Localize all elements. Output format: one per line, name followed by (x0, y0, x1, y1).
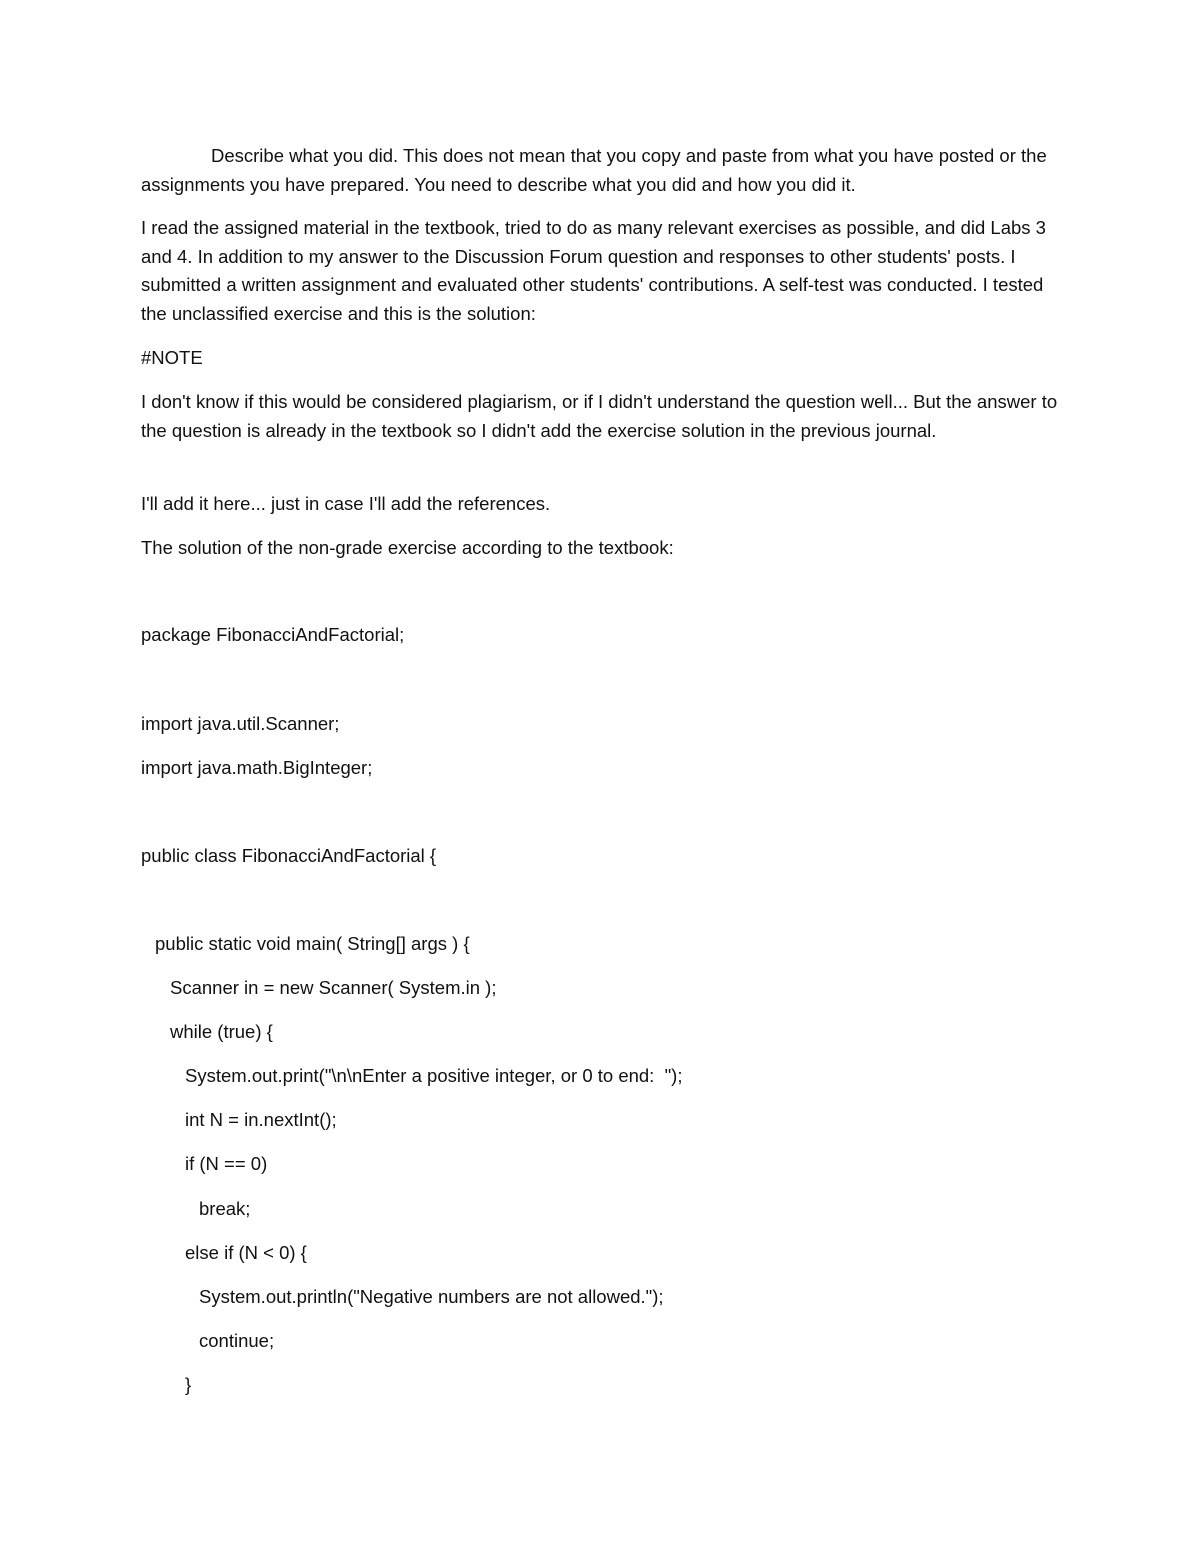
code-line-import-biginteger: import java.math.BigInteger; (141, 757, 373, 778)
code-line-while: while (true) { (170, 1021, 273, 1042)
code-line-int: int N = in.nextInt(); (185, 1109, 337, 1130)
code-line-print: System.out.print("\n\nEnter a positive integer, or 0 to end: "); (185, 1065, 683, 1086)
code-line-main: public static void main( String[] args ) { (155, 933, 470, 954)
code-line-package: package FibonacciAndFactorial; (141, 624, 405, 645)
code-line-scanner: Scanner in = new Scanner( System.in ); (170, 977, 497, 998)
plagiarism-paragraph: I don't know if this would be considered plagiarism, or if I didn't understand the question well... But the answer to the question is already in the textbook so I didn't add the exercise solution in the previous journal. (141, 391, 1058, 441)
references-paragraph: I'll add it here... just in case I'll add the references. (141, 493, 551, 514)
code-line-elseif: else if (N < 0) { (185, 1242, 307, 1263)
code-line-close-brace: } (185, 1374, 192, 1395)
code-line-if: if (N == 0) (185, 1153, 268, 1174)
solution-intro-paragraph: The solution of the non-grade exercise according to the textbook: (141, 537, 674, 558)
code-line-println: System.out.println("Negative numbers are not allowed."); (199, 1286, 664, 1307)
code-line-continue: continue; (199, 1330, 275, 1351)
code-line-class: public class FibonacciAndFactorial { (141, 845, 437, 866)
activity-paragraph: I read the assigned material in the textbook, tried to do as many relevant exercises as possible, and did Labs 3 and 4. In addition to my answer to the Discussion Forum question and responses to other students' posts. I submitted a written assignment and evaluated other students' contributions. A self-test was conducted. I tested the unclassified exercise and this is the solution: (141, 217, 1046, 324)
note-heading: #NOTE (141, 347, 203, 368)
prompt-paragraph: Describe what you did. This does not mean that you copy and paste from what you have posted or the assignments you have prepared. You need to describe what you did and how you did it. (141, 145, 1047, 195)
code-line-import-scanner: import java.util.Scanner; (141, 713, 340, 734)
code-line-break: break; (199, 1198, 251, 1219)
